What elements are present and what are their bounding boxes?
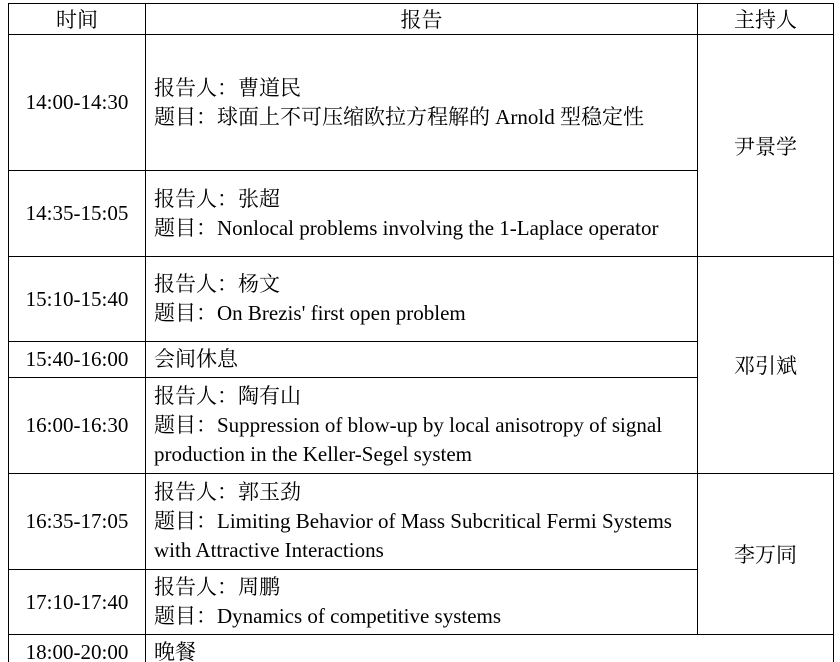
title-text: 题目：球面上不可压缩欧拉方程解的 Arnold 型稳定性 (154, 104, 644, 129)
session-row (9, 257, 834, 342)
chair-cell: 尹景学 (698, 35, 834, 257)
time-cell: 14:35-15:05 (9, 171, 146, 257)
talk-cell (146, 378, 698, 474)
time-cell: 17:10-17:40 (9, 570, 146, 635)
speaker-text: 报告人：曹道民 (154, 75, 301, 100)
talk-cell (146, 171, 698, 257)
title-text: 题目：Dynamics of competitive systems (154, 604, 502, 628)
schedule-table (8, 3, 834, 662)
speaker-text: 报告人：陶有山 (154, 384, 301, 408)
chair-cell: 李万同 (698, 474, 834, 635)
session-row (9, 35, 834, 171)
time-cell: 18:00-20:00 (9, 635, 146, 662)
talk-cell (146, 474, 698, 570)
time-cell: 14:00-14:30 (9, 35, 146, 171)
talk-cell (146, 257, 698, 342)
speaker-text: 报告人：周鹏 (154, 575, 280, 599)
break-cell: 会间休息 (146, 342, 698, 378)
time-cell: 15:40-16:00 (9, 342, 146, 378)
talk-cell (146, 35, 698, 171)
title-text: 题目：Nonlocal problems involving the 1-Laplace operator (154, 215, 659, 240)
speaker-text: 报告人：杨文 (154, 272, 280, 296)
title-text: 题目：On Brezis' first open problem (154, 301, 466, 325)
header-time: 时间 (9, 4, 146, 35)
header-talk: 报告 (146, 4, 698, 35)
time-cell: 15:10-15:40 (9, 257, 146, 342)
speaker-text: 报告人：张超 (154, 186, 280, 211)
header-chair: 主持人 (698, 4, 834, 35)
header-row (9, 4, 834, 35)
dinner-cell: 晚餐 (146, 635, 834, 662)
title-text: 题目：Limiting Behavior of Mass Subcritical Fermi Systems with Attractive Interactions (154, 509, 672, 562)
time-cell: 16:35-17:05 (9, 474, 146, 570)
time-cell: 16:00-16:30 (9, 378, 146, 474)
title-text: 题目：Suppression of blow-up by local anisotropy of signal production in the Keller-Segel system (154, 413, 663, 466)
speaker-text: 报告人：郭玉劲 (154, 480, 301, 504)
dinner-row (9, 635, 834, 662)
chair-cell: 邓引斌 (698, 257, 834, 474)
talk-cell (146, 570, 698, 635)
session-row (9, 474, 834, 570)
